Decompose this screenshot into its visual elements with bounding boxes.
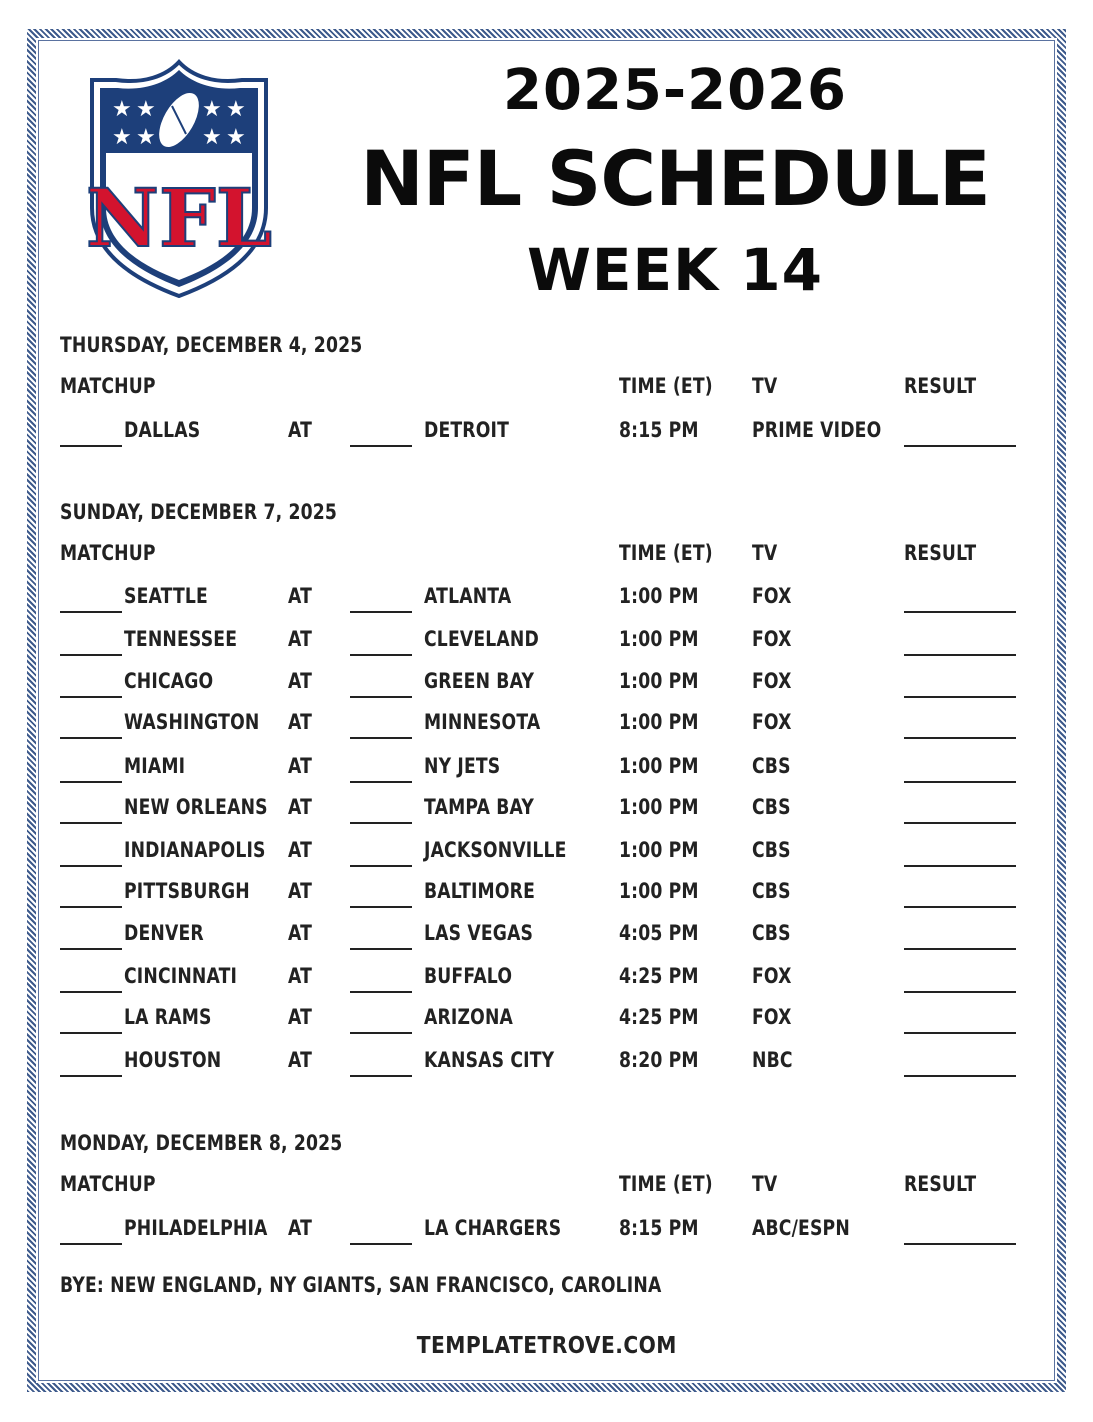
at-label: AT [288, 1216, 313, 1240]
result-line[interactable] [904, 906, 1016, 908]
at-label: AT [288, 1048, 313, 1072]
away-pick-line[interactable] [60, 737, 122, 739]
away-team: MIAMI [124, 754, 186, 778]
home-team: ARIZONA [424, 1005, 514, 1029]
home-team: BALTIMORE [424, 879, 536, 903]
result-line[interactable] [904, 1032, 1016, 1034]
result-line[interactable] [904, 737, 1016, 739]
tv-network: FOX [752, 669, 792, 693]
game-time: 8:20 PM [619, 1048, 699, 1072]
away-pick-line[interactable] [60, 865, 122, 867]
home-pick-line[interactable] [350, 906, 412, 908]
result-line[interactable] [904, 696, 1016, 698]
away-team: HOUSTON [124, 1048, 222, 1072]
game-time: 1:00 PM [619, 669, 699, 693]
svg-text:★: ★ [136, 125, 156, 150]
day-heading: THURSDAY, DECEMBER 4, 2025 [60, 333, 363, 357]
result-header: RESULT [904, 541, 977, 565]
home-pick-line[interactable] [350, 611, 412, 613]
at-label: AT [288, 838, 313, 862]
away-team: CHICAGO [124, 669, 214, 693]
at-label: AT [288, 1005, 313, 1029]
away-team: WASHINGTON [124, 710, 260, 734]
home-team: LA CHARGERS [424, 1216, 562, 1240]
at-label: AT [288, 879, 313, 903]
footer [0, 1333, 1093, 1359]
bye-teams: BYE: NEW ENGLAND, NY GIANTS, SAN FRANCISCO, CAROLINA [60, 1273, 662, 1297]
svg-text:★: ★ [112, 97, 132, 122]
home-pick-line[interactable] [350, 781, 412, 783]
svg-text:★: ★ [112, 125, 132, 150]
at-label: AT [288, 795, 313, 819]
tv-network: FOX [752, 710, 792, 734]
result-line[interactable] [904, 1243, 1016, 1245]
home-team: MINNESOTA [424, 710, 541, 734]
away-pick-line[interactable] [60, 611, 122, 613]
away-team: NEW ORLEANS [124, 795, 268, 819]
tv-network: CBS [752, 921, 791, 945]
home-pick-line[interactable] [350, 948, 412, 950]
home-team: ATLANTA [424, 584, 512, 608]
home-team: DETROIT [424, 418, 510, 442]
at-label: AT [288, 418, 313, 442]
tv-header: TV [752, 541, 778, 565]
home-pick-line[interactable] [350, 865, 412, 867]
at-label: AT [288, 584, 313, 608]
result-line[interactable] [904, 445, 1016, 447]
away-pick-line[interactable] [60, 822, 122, 824]
tv-network: FOX [752, 964, 792, 988]
time-header: TIME (ET) [619, 541, 713, 565]
away-team: SEATTLE [124, 584, 208, 608]
game-time: 1:00 PM [619, 710, 699, 734]
footer-site: TEMPLATETROVE.COM [416, 1333, 677, 1359]
home-pick-line[interactable] [350, 737, 412, 739]
home-team: LAS VEGAS [424, 921, 534, 945]
at-label: AT [288, 754, 313, 778]
result-header: RESULT [904, 374, 977, 398]
away-pick-line[interactable] [60, 1243, 122, 1245]
home-team: CLEVELAND [424, 627, 539, 651]
at-label: AT [288, 964, 313, 988]
game-time: 1:00 PM [619, 795, 699, 819]
result-line[interactable] [904, 822, 1016, 824]
away-pick-line[interactable] [60, 906, 122, 908]
tv-network: PRIME VIDEO [752, 418, 882, 442]
game-time: 8:15 PM [619, 418, 699, 442]
result-line[interactable] [904, 948, 1016, 950]
svg-text:★: ★ [202, 97, 222, 122]
home-team: KANSAS CITY [424, 1048, 555, 1072]
tv-header: TV [752, 1172, 778, 1196]
away-team: DALLAS [124, 418, 201, 442]
tv-network: FOX [752, 584, 792, 608]
game-time: 8:15 PM [619, 1216, 699, 1240]
game-time: 1:00 PM [619, 879, 699, 903]
svg-text:★: ★ [226, 97, 246, 122]
tv-network: CBS [752, 795, 791, 819]
week-title: WEEK 14 [526, 236, 824, 304]
home-team: BUFFALO [424, 964, 513, 988]
game-time: 1:00 PM [619, 838, 699, 862]
away-team: INDIANAPOLIS [124, 838, 266, 862]
home-pick-line[interactable] [350, 696, 412, 698]
day-heading: SUNDAY, DECEMBER 7, 2025 [60, 500, 338, 524]
away-pick-line[interactable] [60, 1075, 122, 1077]
svg-text:★: ★ [136, 97, 156, 122]
matchup-header: MATCHUP [60, 541, 156, 565]
result-line[interactable] [904, 781, 1016, 783]
tv-network: CBS [752, 838, 791, 862]
home-pick-line[interactable] [350, 445, 412, 447]
svg-text:★: ★ [202, 125, 222, 150]
result-header: RESULT [904, 1172, 977, 1196]
time-header: TIME (ET) [619, 374, 713, 398]
away-pick-line[interactable] [60, 654, 122, 656]
game-time: 4:25 PM [619, 964, 699, 988]
tv-network: CBS [752, 879, 791, 903]
home-pick-line[interactable] [350, 1243, 412, 1245]
game-time: 4:25 PM [619, 1005, 699, 1029]
game-time: 1:00 PM [619, 584, 699, 608]
tv-header: TV [752, 374, 778, 398]
away-team: PITTSBURGH [124, 879, 250, 903]
home-pick-line[interactable] [350, 991, 412, 993]
page-title: NFL SCHEDULE [360, 134, 990, 223]
away-pick-line[interactable] [60, 1032, 122, 1034]
away-pick-line[interactable] [60, 991, 122, 993]
home-pick-line[interactable] [350, 822, 412, 824]
tv-network: FOX [752, 627, 792, 651]
game-time: 4:05 PM [619, 921, 699, 945]
home-team: JACKSONVILLE [424, 838, 567, 862]
tv-network: CBS [752, 754, 791, 778]
svg-text:NFL: NFL [86, 171, 272, 265]
away-team: LA RAMS [124, 1005, 212, 1029]
day-heading: MONDAY, DECEMBER 8, 2025 [60, 1131, 343, 1155]
at-label: AT [288, 627, 313, 651]
game-time: 1:00 PM [619, 627, 699, 651]
time-header: TIME (ET) [619, 1172, 713, 1196]
away-pick-line[interactable] [60, 696, 122, 698]
home-team: GREEN BAY [424, 669, 535, 693]
result-line[interactable] [904, 991, 1016, 993]
at-label: AT [288, 710, 313, 734]
nfl-logo [86, 58, 272, 298]
result-line[interactable] [904, 611, 1016, 613]
result-line[interactable] [904, 865, 1016, 867]
tv-network: FOX [752, 1005, 792, 1029]
home-pick-line[interactable] [350, 1075, 412, 1077]
away-pick-line[interactable] [60, 948, 122, 950]
tv-network: ABC/ESPN [752, 1216, 850, 1240]
away-pick-line[interactable] [60, 445, 122, 447]
away-pick-line[interactable] [60, 781, 122, 783]
svg-text:★: ★ [226, 125, 246, 150]
away-team: TENNESSEE [124, 627, 238, 651]
at-label: AT [288, 669, 313, 693]
away-team: DENVER [124, 921, 204, 945]
game-time: 1:00 PM [619, 754, 699, 778]
matchup-header: MATCHUP [60, 1172, 156, 1196]
away-team: CINCINNATI [124, 964, 238, 988]
home-pick-line[interactable] [350, 1032, 412, 1034]
tv-network: NBC [752, 1048, 793, 1072]
at-label: AT [288, 921, 313, 945]
season-title: 2025-2026 [503, 58, 847, 123]
away-team: PHILADELPHIA [124, 1216, 268, 1240]
result-line[interactable] [904, 654, 1016, 656]
home-team: NY JETS [424, 754, 501, 778]
home-team: TAMPA BAY [424, 795, 534, 819]
home-pick-line[interactable] [350, 654, 412, 656]
result-line[interactable] [904, 1075, 1016, 1077]
matchup-header: MATCHUP [60, 374, 156, 398]
